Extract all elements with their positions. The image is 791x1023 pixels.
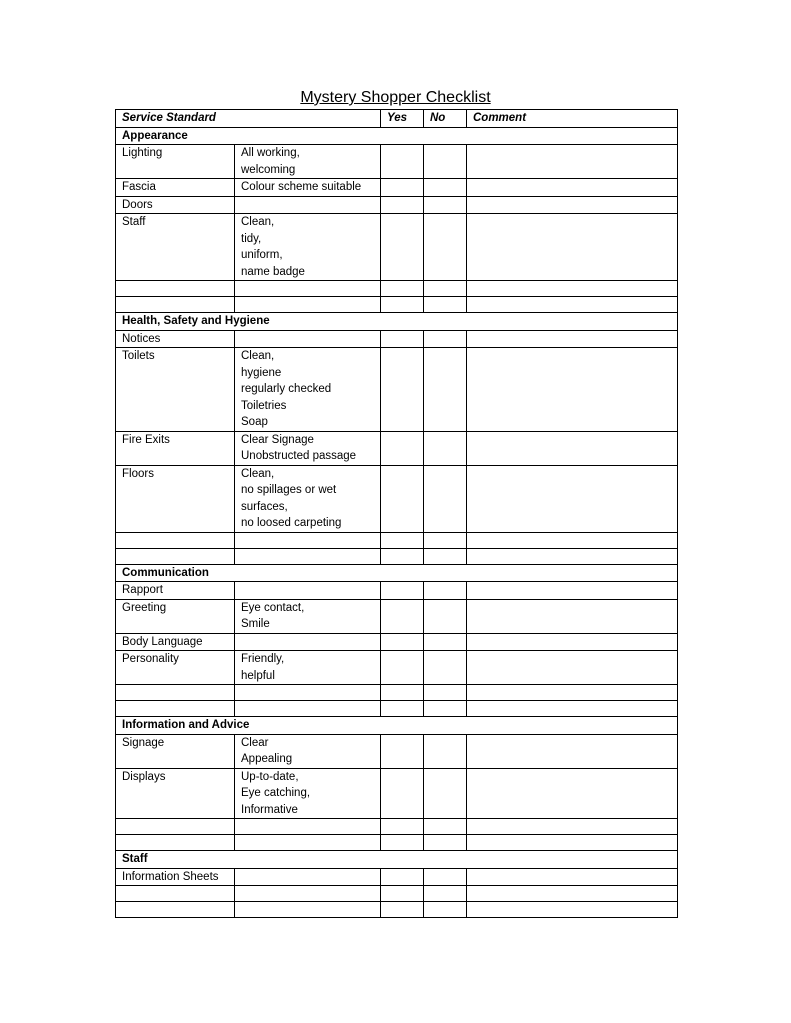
yes-cell[interactable] <box>381 582 424 600</box>
blank-row <box>116 902 678 918</box>
comment-cell[interactable] <box>467 819 678 835</box>
checklist-row <box>116 599 678 633</box>
no-cell[interactable] <box>424 179 467 197</box>
header-comment: Comment <box>467 110 678 128</box>
details-cell <box>235 548 381 564</box>
comment-cell[interactable] <box>467 902 678 918</box>
section-heading: Staff <box>116 851 678 869</box>
yes-cell[interactable] <box>381 886 424 902</box>
section-heading: Communication <box>116 564 678 582</box>
detail-line: surfaces, <box>241 500 288 513</box>
no-cell[interactable] <box>424 431 467 465</box>
comment-cell[interactable] <box>467 532 678 548</box>
item-cell: Greeting <box>116 599 235 633</box>
yes-cell[interactable] <box>381 465 424 532</box>
item-cell: Signage <box>116 734 235 768</box>
comment-cell[interactable] <box>467 599 678 633</box>
item-cell: Personality <box>116 651 235 685</box>
item-cell: Rapport <box>116 582 235 600</box>
blank-row <box>116 701 678 717</box>
header-row <box>116 110 678 128</box>
yes-cell[interactable] <box>381 214 424 281</box>
no-cell[interactable] <box>424 281 467 297</box>
yes-cell[interactable] <box>381 348 424 432</box>
item-cell: Body Language <box>116 633 235 651</box>
item-cell <box>116 835 235 851</box>
comment-cell[interactable] <box>467 465 678 532</box>
section-row <box>116 564 678 582</box>
yes-cell[interactable] <box>381 281 424 297</box>
item-cell <box>116 701 235 717</box>
detail-line: Clear <box>241 736 269 749</box>
yes-cell[interactable] <box>381 768 424 819</box>
yes-cell[interactable] <box>381 734 424 768</box>
detail-line: Clear Signage <box>241 433 314 446</box>
section-heading: Information and Advice <box>116 717 678 735</box>
section-row <box>116 127 678 145</box>
details-cell <box>235 886 381 902</box>
item-cell: Fascia <box>116 179 235 197</box>
header-yes: Yes <box>381 110 424 128</box>
details-cell <box>235 819 381 835</box>
section-heading: Appearance <box>116 127 678 145</box>
blank-row <box>116 281 678 297</box>
item-cell <box>116 902 235 918</box>
detail-line: regularly checked <box>241 383 332 395</box>
page-title: Mystery Shopper Checklist <box>300 89 491 106</box>
no-cell[interactable] <box>424 835 467 851</box>
details-cell <box>235 651 381 685</box>
details-cell <box>235 297 381 313</box>
yes-cell[interactable] <box>381 431 424 465</box>
comment-cell[interactable] <box>467 835 678 851</box>
section-heading: Health, Safety and Hygiene <box>116 313 678 331</box>
detail-line: no loosed carpeting <box>241 517 342 529</box>
comment-cell[interactable] <box>467 651 678 685</box>
details-cell <box>235 196 381 214</box>
details-cell <box>235 330 381 348</box>
comment-cell[interactable] <box>467 685 678 701</box>
item-cell: Fire Exits <box>116 431 235 465</box>
comment-cell[interactable] <box>467 196 678 214</box>
no-cell[interactable] <box>424 297 467 313</box>
no-cell[interactable] <box>424 734 467 768</box>
checklist-row <box>116 465 678 532</box>
item-cell <box>116 532 235 548</box>
details-cell <box>235 214 381 281</box>
comment-cell[interactable] <box>467 886 678 902</box>
checklist-row <box>116 768 678 819</box>
yes-cell[interactable] <box>381 548 424 564</box>
checklist-body <box>116 127 678 918</box>
header-service-standard: Service Standard <box>116 110 381 128</box>
yes-cell[interactable] <box>381 701 424 717</box>
no-cell[interactable] <box>424 348 467 432</box>
detail-line: All working, <box>241 147 300 159</box>
no-cell[interactable] <box>424 532 467 548</box>
checklist-row <box>116 330 678 348</box>
no-cell[interactable] <box>424 768 467 819</box>
details-cell <box>235 902 381 918</box>
detail-line: Informative <box>241 803 298 816</box>
details-cell <box>235 685 381 701</box>
no-cell[interactable] <box>424 465 467 532</box>
details-cell <box>235 835 381 851</box>
no-cell[interactable] <box>424 685 467 701</box>
yes-cell[interactable] <box>381 599 424 633</box>
comment-cell[interactable] <box>467 348 678 432</box>
no-cell[interactable] <box>424 599 467 633</box>
comment-cell[interactable] <box>467 179 678 197</box>
yes-cell[interactable] <box>381 297 424 313</box>
checklist-row <box>116 196 678 214</box>
item-cell: Displays <box>116 768 235 819</box>
checklist-table <box>115 109 678 918</box>
no-cell[interactable] <box>424 145 467 179</box>
section-row <box>116 717 678 735</box>
no-cell[interactable] <box>424 548 467 564</box>
no-cell[interactable] <box>424 582 467 600</box>
no-cell[interactable] <box>424 330 467 348</box>
comment-cell[interactable] <box>467 633 678 651</box>
comment-cell[interactable] <box>467 431 678 465</box>
no-cell[interactable] <box>424 651 467 685</box>
section-row <box>116 313 678 331</box>
detail-line: Soap <box>241 416 268 428</box>
no-cell[interactable] <box>424 633 467 651</box>
item-cell: Information Sheets <box>116 868 235 886</box>
comment-cell[interactable] <box>467 768 678 819</box>
detail-line: Toiletries <box>241 399 287 412</box>
checklist-row <box>116 582 678 600</box>
checklist-row <box>116 868 678 886</box>
no-cell[interactable] <box>424 886 467 902</box>
details-cell <box>235 868 381 886</box>
yes-cell[interactable] <box>381 868 424 886</box>
detail-line: Eye catching, <box>241 787 311 799</box>
details-cell <box>235 734 381 768</box>
comment-cell[interactable] <box>467 582 678 600</box>
detail-line: helpful <box>241 669 275 682</box>
comment-cell[interactable] <box>467 868 678 886</box>
comment-cell[interactable] <box>467 145 678 179</box>
details-cell <box>235 701 381 717</box>
comment-cell[interactable] <box>467 281 678 297</box>
detail-line: Clean, <box>241 467 275 480</box>
comment-cell[interactable] <box>467 297 678 313</box>
detail-line: Appealing <box>241 753 293 765</box>
detail-line: Colour scheme suitable <box>241 181 362 193</box>
blank-row <box>116 886 678 902</box>
details-cell <box>235 281 381 297</box>
yes-cell[interactable] <box>381 532 424 548</box>
blank-row <box>116 297 678 313</box>
details-cell <box>235 768 381 819</box>
item-cell: Staff <box>116 214 235 281</box>
item-cell: Lighting <box>116 145 235 179</box>
details-cell <box>235 348 381 432</box>
blank-row <box>116 532 678 548</box>
yes-cell[interactable] <box>381 651 424 685</box>
no-cell[interactable] <box>424 868 467 886</box>
detail-line: Up-to-date, <box>241 770 299 783</box>
checklist-row <box>116 179 678 197</box>
no-cell[interactable] <box>424 196 467 214</box>
detail-line: Friendly, <box>241 653 285 665</box>
detail-line: welcoming <box>241 163 296 176</box>
detail-line: Eye contact, <box>241 601 305 614</box>
details-cell <box>235 431 381 465</box>
no-cell[interactable] <box>424 819 467 835</box>
detail-line: tidy, <box>241 232 262 245</box>
blank-row <box>116 548 678 564</box>
details-cell <box>235 633 381 651</box>
yes-cell[interactable] <box>381 819 424 835</box>
item-cell <box>116 281 235 297</box>
detail-line: Clean, <box>241 216 275 228</box>
item-cell: Toilets <box>116 348 235 432</box>
item-cell: Floors <box>116 465 235 532</box>
item-cell: Doors <box>116 196 235 214</box>
yes-cell[interactable] <box>381 902 424 918</box>
item-cell <box>116 886 235 902</box>
checklist-row <box>116 145 678 179</box>
details-cell <box>235 532 381 548</box>
detail-line: Clean, <box>241 350 275 362</box>
yes-cell[interactable] <box>381 196 424 214</box>
yes-cell[interactable] <box>381 179 424 197</box>
checklist-row <box>116 651 678 685</box>
yes-cell[interactable] <box>381 633 424 651</box>
no-cell[interactable] <box>424 902 467 918</box>
item-cell <box>116 819 235 835</box>
blank-row <box>116 819 678 835</box>
checklist-row <box>116 214 678 281</box>
checklist-row <box>116 348 678 432</box>
comment-cell[interactable] <box>467 330 678 348</box>
item-cell: Notices <box>116 330 235 348</box>
details-cell <box>235 465 381 532</box>
checklist-row <box>116 431 678 465</box>
comment-cell[interactable] <box>467 214 678 281</box>
section-row <box>116 851 678 869</box>
detail-line: hygiene <box>241 366 282 379</box>
detail-line: no spillages or wet <box>241 484 337 496</box>
item-cell <box>116 297 235 313</box>
comment-cell[interactable] <box>467 548 678 564</box>
item-cell <box>116 548 235 564</box>
header-no: No <box>424 110 467 128</box>
yes-cell[interactable] <box>381 835 424 851</box>
blank-row <box>116 685 678 701</box>
item-cell <box>116 685 235 701</box>
detail-line: uniform, <box>241 249 283 261</box>
details-cell <box>235 179 381 197</box>
details-cell <box>235 599 381 633</box>
blank-row <box>116 835 678 851</box>
yes-cell[interactable] <box>381 685 424 701</box>
detail-line: Smile <box>241 618 270 630</box>
yes-cell[interactable] <box>381 330 424 348</box>
details-cell <box>235 145 381 179</box>
checklist-row <box>116 633 678 651</box>
no-cell[interactable] <box>424 214 467 281</box>
detail-line: Unobstructed passage <box>241 450 357 462</box>
details-cell <box>235 582 381 600</box>
comment-cell[interactable] <box>467 701 678 717</box>
checklist-row <box>116 734 678 768</box>
no-cell[interactable] <box>424 701 467 717</box>
detail-line: name badge <box>241 265 305 278</box>
comment-cell[interactable] <box>467 734 678 768</box>
yes-cell[interactable] <box>381 145 424 179</box>
